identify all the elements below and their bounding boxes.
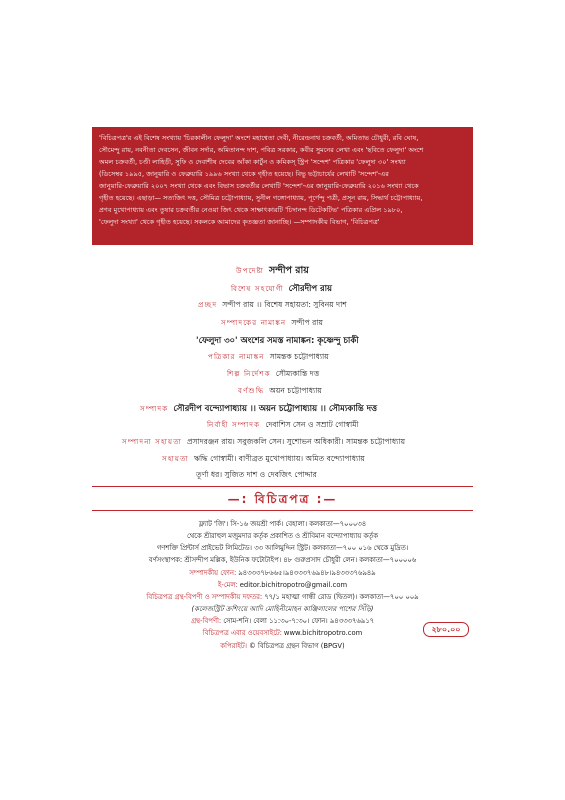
credit-label: বর্ণশুদ্ধি xyxy=(238,386,265,395)
ack-line: অমল চক্রবর্তী, চণ্ডী লাহিড়ী, সুফি ও দেবাশীষ দেবের আঁকা কার্টুন ও কমিকস্ স্ট্রিপ 'সন্দেশ' পত্রিকার 'ফেলুদা ৩০' সংখ্যা xyxy=(99,158,406,166)
credit-value: সৌম্যকান্তি দত্ত xyxy=(275,369,320,378)
copyright-label: কপিরাইট। xyxy=(220,642,247,650)
imprint-line: ফ্ল্যাট 'জি'। সি-১৬ জয়শ্রী পার্ক। বেহালা। কলকাতা—৭০০০৩৪ xyxy=(198,520,367,528)
credit-label: নির্বাহী সম্পাদক xyxy=(207,420,261,429)
credit-value: সৌরদীপ রায় xyxy=(288,283,332,293)
credit-label: সহায়তা xyxy=(162,454,189,463)
email-line xyxy=(92,580,473,590)
credit-magazine-title xyxy=(208,352,329,362)
phone-value: ৯৪৩৩৩৭৮৬৬৫।৯৪৩৩৩৭৬৯৪৮।৯৪৩৩৩৭৬৯৪৯ xyxy=(238,569,376,577)
ack-line: প্রণব মুখোপাধ্যায় এবং তুষার চক্রবর্তীর নেওয়া জিৎ থেকে সাক্ষাৎকারটি 'চিদানন্দ ডিটেকটিভ' পত্রিকার এপ্রিল ১৯৮০, xyxy=(99,206,403,214)
ack-line: জানুয়ারি-ফেব্রুয়ারি ২০০৭ সংখ্যা থেকে এবং বিভাস চক্রবর্তীর লেখাটি 'সন্দেশ'-এর জানুয়ারি-ফেব্রুয়ারি ২০১৬ সংখ্যা থেকে xyxy=(99,182,419,190)
credit-label: পত্রিকার নামাঙ্কন xyxy=(208,352,265,361)
credit-value: সন্দীপ রায় xyxy=(268,265,309,276)
credit-value: সৌরদীপ বন্দ্যোপাধ্যায় ।। অয়ন চট্টোপাধ্যায় ।। সৌম্যকান্তি দত্ত xyxy=(173,403,378,413)
credit-label: প্রচ্ছদ xyxy=(198,300,218,309)
credit-label: উপদেষ্টা xyxy=(236,266,264,275)
ack-line: 'ফেলুদা সংখ্যা' থেকে গৃহীত হয়েছে। সকলকে আমাদের কৃতজ্ঞতা জানাচ্ছি। —সম্পাদকীয় বিভাগ, 'বিচিত্রপত্র' xyxy=(99,218,380,226)
copyright-value: © বিচিত্রপত্র গ্রন্থন বিভাগ (BPGV) xyxy=(248,642,345,650)
credit-felu-title xyxy=(196,335,359,346)
credit-value: ঋদ্ধি গোস্বামী। বাণীব্রত মুখোপাধ্যায়। অমিত বন্দ্যোপাধ্যায় xyxy=(193,454,365,463)
credit-value: সন্দীপ রায় ।। বিশেষ সহায়তা: সুবিনয় দাশ xyxy=(222,300,347,309)
credit-editorial-assist xyxy=(122,437,405,447)
section-title: —: বিচিত্রপত্র :— xyxy=(227,492,338,506)
phone-label: সম্পাদকীয় ফোন: xyxy=(189,569,237,577)
credit-exec-editor xyxy=(207,420,359,430)
credit-value: সামন্তক চট্টোপাধ্যায় xyxy=(269,352,329,361)
credit-assist xyxy=(162,454,365,464)
credit-label: সম্পাদক xyxy=(140,404,169,413)
credit-label: সম্পাদকের নামাঙ্কন xyxy=(221,318,287,327)
credit-cover xyxy=(198,300,347,310)
credit-editorial-title xyxy=(221,318,323,328)
web-value: www.bichitropotro.com xyxy=(283,629,363,637)
imprint-line: বর্ণসংস্থাপক: শ্রীসন্দীপ মল্লিক, ইউনিক ফটোটাইপ। ৪৮ গুরুপ্রসাদ চৌধুরী লেন। কলকাতা—৭০০০০৬ xyxy=(148,556,417,564)
credit-assist-2 xyxy=(196,470,317,480)
credit-label: বিশেষ সহযোগী xyxy=(231,284,284,293)
credit-value: দেবাশিস সেন ও সম্রাট গোস্বামী xyxy=(265,420,359,429)
office-value: ৭৭/১ মহাত্মা গান্ধী রোড (দ্বিতল)। কলকাতা—৭০০ ০০৯ xyxy=(264,593,419,601)
imprint-line: গণশক্তি প্রিন্টার্স প্রাইভেট লিমিটেড। ৩৩ আলিমুদ্দিন স্ট্রিট। কলকাতা—৭০০ ০১৬ থেকে মুদ্রিত। xyxy=(156,544,409,552)
credit-special-assist xyxy=(231,283,332,294)
ack-line: (ডিসেম্বর ১৯৯৫, জানুয়ারি ও ফেব্রুয়ারি ১৯৯৬ সংখ্যা থেকে গৃহীত হয়েছে। বিভু ভট্টাচার্যের লেখাটি 'সন্দেশ'-এর xyxy=(99,170,389,178)
ack-line: 'বিচিত্রপত্র'র এই বিশেষ সংখ্যায় 'চিরকালীন ফেলুদা' অংশে মহাশ্বেতা দেবী, নীরেন্দ্রনাথ চক্রবর্তী, অমিতাভ চৌধুরী, রবি ঘোষ, xyxy=(99,134,419,142)
price-badge: ২৮০.০০ xyxy=(423,622,469,637)
credit-value: অয়ন চট্টোপাধ্যায় xyxy=(269,386,322,395)
email-label: ই-মেল: xyxy=(217,581,238,589)
ack-line: গৃহীত হয়েছে। এছাড়া— সত্যজিৎ দত্ত, সৌমিত্র চট্টোপাধ্যায়, সুনীল গঙ্গোপাধ্যায়, পূর্ণেন্দু পত্রী, প্রসূন রায়, সিদ্ধার্থ চট্টোপাধ্যায়, xyxy=(99,194,423,202)
ack-line: সৌমেন্দু রায়, নবনীতা দেবসেন, জীবন সর্দার, অমিতানন্দ দাশ, পবিত্র সরকার, কবীর সুমনের লেখা এবং 'ছবিতে ফেলুদা' অংশে xyxy=(99,146,424,154)
web-label: বিচিত্রপত্র এবার ওয়েবসাইটে: xyxy=(202,629,282,637)
credit-label: সম্পাদনা সহায়তা xyxy=(122,437,182,446)
credit-value: প্রসাদরঞ্জন রায়। সবুজকলি সেন। সুশোভন অধিকারী। সামন্তক চট্টোপাধ্যায় xyxy=(186,437,406,446)
shop-line xyxy=(92,616,473,626)
credit-value: 'ফেলুদা ৩০' অংশের সমস্ত নামাঙ্কন: কৃষ্ণেন্দু চাকী xyxy=(196,335,359,345)
copyright-line xyxy=(92,641,473,651)
credit-value: তূর্ণা ধর। সুজিত দাশ ও দেবজিৎ পোদ্দার xyxy=(196,470,317,479)
credit-value: সন্দীপ রায় xyxy=(291,318,324,327)
phone-line xyxy=(92,568,473,578)
credit-editors xyxy=(140,403,377,414)
email-value: editor.bichitropotro@gmail.com xyxy=(239,581,348,589)
acknowledgement-box xyxy=(92,127,473,245)
office-label: বিচিত্রপত্র গ্রন্থ-বিপণী ও সম্পাদকীয় দফতর: xyxy=(146,593,263,601)
divider-top xyxy=(92,486,473,487)
credit-proof xyxy=(238,386,322,396)
credit-advisor xyxy=(236,266,309,276)
web-line xyxy=(92,628,473,638)
credit-art-director xyxy=(227,369,319,379)
imprint-line: থেকে শ্রীরাহুল মজুমদার কর্তৃক প্রকাশিত ও শ্রীবিমান বন্দ্যোপাধ্যায় কর্তৃক xyxy=(187,532,378,540)
office-note: (কলেজস্ট্রিট ক্রশিংয়ে আদি মোহিনীমোহন কাঞ্জিলালের পাশের সিঁড়ি) xyxy=(191,605,374,613)
credit-label: শিল্প নির্দেশক xyxy=(227,369,271,378)
office-line xyxy=(92,592,473,602)
shop-value: সোম-শনি। বেলা ১১:৩০-৭:৩০। ফোন। ৯৪৩৩৩৭৬৯১৭ xyxy=(223,617,375,625)
shop-label: গ্রন্থ-বিপণী: xyxy=(190,617,222,625)
divider-bottom xyxy=(92,510,473,511)
